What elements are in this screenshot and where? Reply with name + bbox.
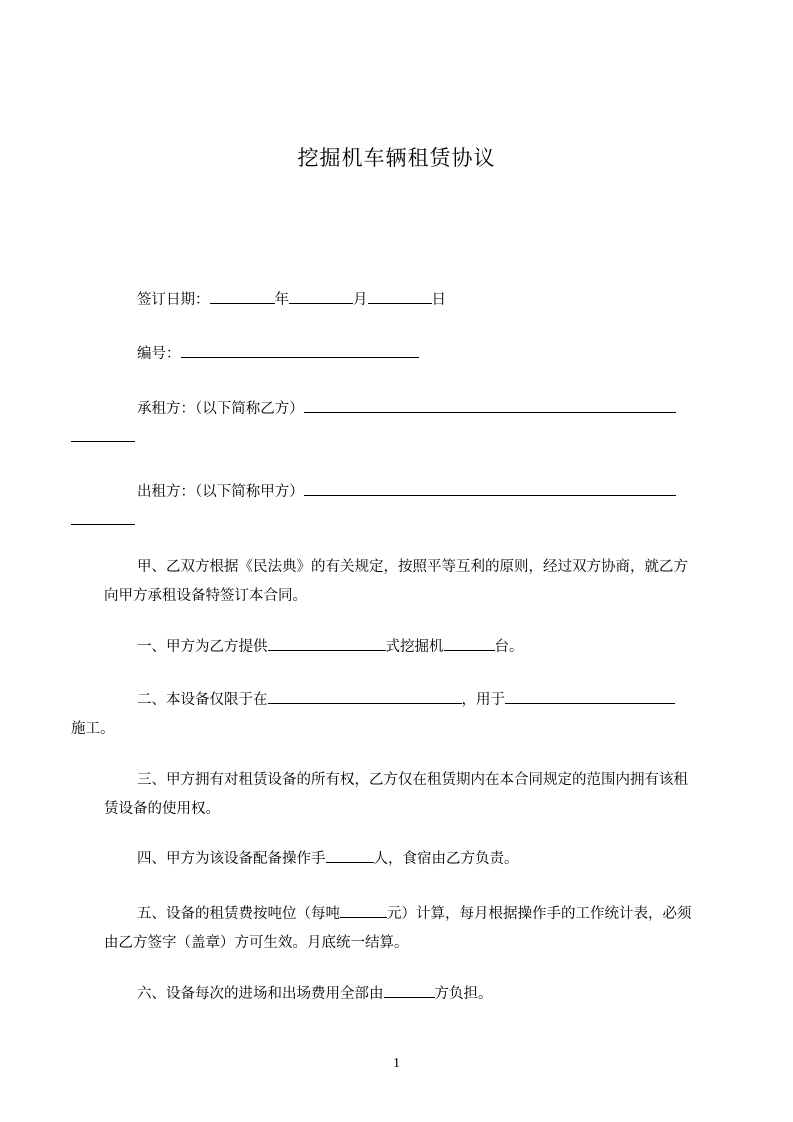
clause-5-text-b: 元）计算，每月根据操作手的工作统计表，必须由乙方签字（盖章）方可生效。月底统一结算。 <box>104 906 692 951</box>
clause-1-text-b: 式挖掘机 <box>385 639 444 655</box>
clause-5 <box>104 900 701 958</box>
clause-4-text-b: 人，食宿由乙方负责。 <box>373 851 519 867</box>
clause-6-text-a: 六、设备每次的进场和出场费用全部由 <box>137 986 384 1002</box>
clause-4-text-a: 四、甲方为该设备配备操作手 <box>137 851 326 867</box>
day-blank[interactable] <box>368 288 432 304</box>
clause-2-text-b: ，用于 <box>461 692 505 708</box>
month-blank[interactable] <box>289 288 353 304</box>
clause-6-party-blank[interactable] <box>384 982 435 998</box>
clause-1-text-a: 一、甲方为乙方提供 <box>137 639 268 655</box>
lessor-line <box>104 478 701 536</box>
lessor-blank[interactable] <box>304 480 676 496</box>
sign-date-label: 签订日期： <box>137 292 210 308</box>
clause-2-text-a: 二、本设备仅限于在 <box>137 692 268 708</box>
clause-1-type-blank[interactable] <box>268 635 386 651</box>
clause-6 <box>104 980 701 1009</box>
clause-4-operators-blank[interactable] <box>326 847 374 863</box>
number-line <box>104 340 701 369</box>
lessee-blank[interactable] <box>304 397 676 413</box>
clause-2-location-blank[interactable] <box>268 688 462 704</box>
page-number: 1 <box>393 1056 400 1071</box>
lessor-blank-cont[interactable] <box>71 509 135 525</box>
lessee-label: 承租方：（以下简称乙方） <box>137 401 304 417</box>
clause-5-text-a: 五、设备的租赁费按吨位（每吨 <box>137 906 340 922</box>
lessor-label: 出租方：（以下简称甲方） <box>137 484 304 500</box>
clause-5-price-blank[interactable] <box>340 902 387 918</box>
clause-1-text-c: 台。 <box>494 639 524 655</box>
month-label: 月 <box>353 292 368 308</box>
year-blank[interactable] <box>210 288 275 304</box>
intro-paragraph: 甲、乙双方根据《民法典》的有关规定，按照平等互利的原则，经过双方协商，就乙方向甲方承租设备特签订本合同。 <box>104 559 688 604</box>
clause-3: 三、甲方拥有对租赁设备的所有权，乙方仅在租赁期内在本合同规定的范围内拥有该租赁设备的使用权。 <box>104 772 688 817</box>
clause-2-purpose-blank[interactable] <box>505 688 675 704</box>
clause-2-text-c: 施工。 <box>71 721 115 737</box>
lessee-line <box>104 395 701 453</box>
clause-4 <box>104 845 701 874</box>
lessee-blank-cont[interactable] <box>71 426 135 442</box>
clause-1 <box>104 633 701 662</box>
number-blank[interactable] <box>181 342 419 358</box>
clause-1-count-blank[interactable] <box>444 635 495 651</box>
day-label: 日 <box>431 292 446 308</box>
document-title: 挖掘机车辆租赁协议 <box>297 146 496 170</box>
clause-6-text-b: 方负担。 <box>434 986 493 1002</box>
year-label: 年 <box>274 292 289 308</box>
clause-2 <box>71 686 701 744</box>
sign-date-line <box>104 286 701 315</box>
number-label: 编号： <box>137 346 181 362</box>
